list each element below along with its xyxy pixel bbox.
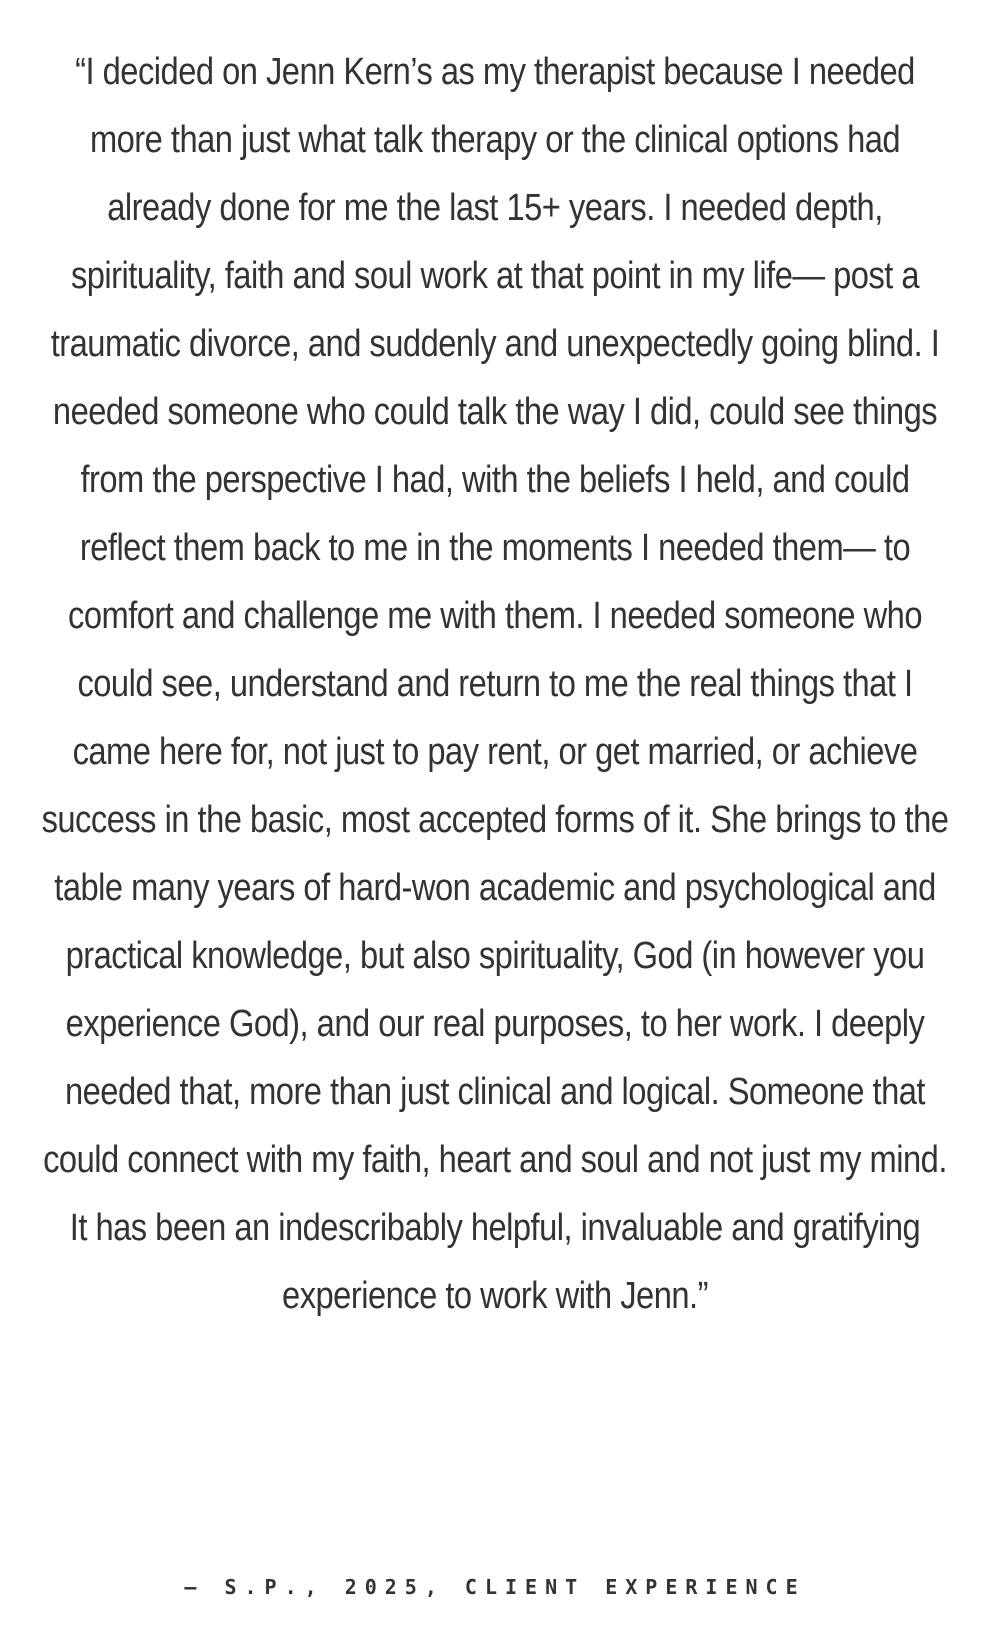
testimonial-attribution: — S.P., 2025, CLIENT EXPERIENCE <box>184 1575 806 1599</box>
testimonial-block <box>40 0 950 1640</box>
testimonial-quote: “I decided on Jenn Kern’s as my therapist because I needed more than just what talk therapy or the clinical options had already done for me the last 15+ years. I needed depth, spirituality, faith and soul work at that point in my life— post a traumatic divorce, and suddenly and unexpectedly going blind. I needed someone who could talk the way I did, could see things from the perspective I had, with the beliefs I held, and could reflect them back to me in the moments I needed them— to comfort and challenge me with them. I needed someone who could see, understand and return to me the real things that I came here for, not just to pay rent, or get married, or achieve success in the basic, most accepted forms of it. She brings to the table many years of hard-won academic and psychological and practical knowledge, but also spirituality, God (in however you experience God), and our real purposes, to her work. I deeply needed that, more than just clinical and logical. Someone that could connect with my faith, heart and soul and not just my mind. It has been an indescribably helpful, invaluable and gratifying experience to work with Jenn.” <box>41 51 949 1317</box>
